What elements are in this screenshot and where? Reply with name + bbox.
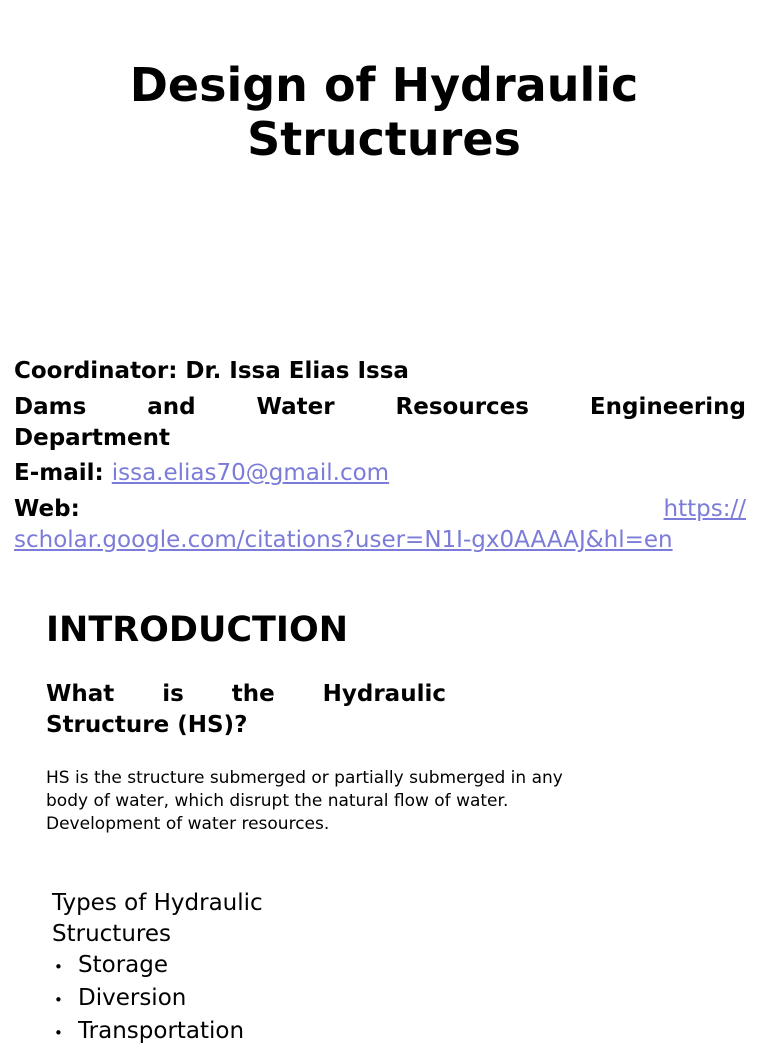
question-word: What bbox=[46, 681, 115, 707]
question-line-2: Structure (HS)? bbox=[46, 712, 248, 738]
web-block bbox=[14, 494, 746, 556]
bullet-icon: • bbox=[54, 1024, 63, 1042]
question-line-1 bbox=[46, 679, 446, 710]
bullet-icon: • bbox=[54, 958, 63, 976]
department-word: Resources bbox=[395, 394, 529, 420]
web-link-part-2[interactable]: scholar.google.com/citations?user=N1I-gx0AAAAJ&hl=en bbox=[14, 527, 673, 553]
question-word: is bbox=[162, 681, 184, 707]
web-label: Web: bbox=[14, 496, 80, 522]
list-item bbox=[52, 983, 263, 1016]
question-heading bbox=[46, 679, 446, 741]
bullet-icon: • bbox=[54, 991, 63, 1009]
types-heading-line-1: Types of Hydraulic bbox=[52, 890, 263, 916]
department-word: and bbox=[147, 394, 196, 420]
web-line-1 bbox=[14, 494, 746, 525]
list-item-label: Storage bbox=[78, 952, 168, 978]
web-link-part-1[interactable]: https:// bbox=[663, 496, 746, 522]
description-line: body of water, which disrupt the natural flow of water. bbox=[46, 791, 509, 811]
types-heading-line-2: Structures bbox=[52, 921, 171, 947]
list-item bbox=[52, 950, 263, 983]
department-block bbox=[14, 392, 746, 454]
department-word: Engineering bbox=[589, 394, 746, 420]
coordinator-line bbox=[14, 356, 746, 387]
question-word: Hydraulic bbox=[322, 681, 446, 707]
email-line bbox=[14, 458, 746, 489]
page-title bbox=[0, 58, 768, 166]
hs-description bbox=[46, 767, 686, 836]
types-list bbox=[52, 950, 263, 1049]
list-item-label: Transportation bbox=[78, 1018, 245, 1044]
department-word: Dams bbox=[14, 394, 87, 420]
title-line-1: Design of Hydraulic bbox=[129, 58, 639, 112]
title-line-2: Structures bbox=[247, 112, 521, 166]
department-word: Water bbox=[256, 394, 335, 420]
list-item bbox=[52, 1016, 263, 1049]
list-item-label: Diversion bbox=[78, 985, 187, 1011]
types-section bbox=[52, 888, 263, 1049]
email-link[interactable]: issa.elias70@gmail.com bbox=[111, 460, 390, 486]
department-line-2: Department bbox=[14, 425, 170, 451]
department-line-1 bbox=[14, 392, 746, 423]
description-line: HS is the structure submerged or partially submerged in any bbox=[46, 768, 563, 788]
introduction-heading: INTRODUCTION bbox=[46, 610, 348, 650]
description-line: Development of water resources. bbox=[46, 814, 330, 834]
coordinator-text: Coordinator: Dr. Issa Elias Issa bbox=[14, 358, 409, 384]
email-label: E-mail: bbox=[14, 460, 104, 486]
question-word: the bbox=[231, 681, 275, 707]
